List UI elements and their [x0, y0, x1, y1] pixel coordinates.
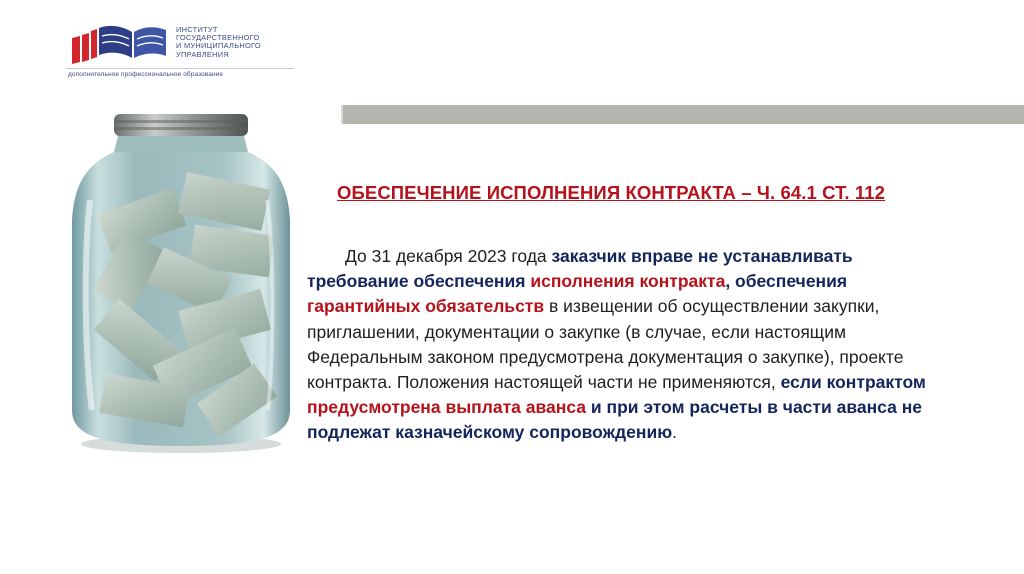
body-line: [307, 345, 1007, 370]
body-line: [307, 269, 1007, 294]
institute-logo: [66, 22, 306, 80]
text-run: в извещении об осуществлении закупки,: [544, 296, 880, 317]
text-run: Федеральным законом предусмотрена документация о закупке), проекте: [307, 346, 904, 367]
text-run: и при этом расчеты в части аванса не: [586, 397, 923, 418]
text-run: .: [672, 422, 678, 443]
text-run: контракта. Положения настоящей части не применяются,: [307, 372, 781, 393]
slide-title: ОБЕСПЕЧЕНИЕ ИСПОЛНЕНИЯ КОНТРАКТА – Ч. 64.1 СТ. 112: [337, 182, 886, 203]
text-run: приглашении, документации о закупке (в случае, если настоящим: [307, 321, 846, 342]
books-logo-icon: [66, 22, 174, 66]
logo-text: [176, 26, 296, 59]
logo-divider: [66, 68, 294, 69]
body-line: [307, 320, 1007, 345]
header-bar-cap: [330, 105, 343, 124]
text-run: исполнения контракта: [530, 271, 726, 292]
body-line: [307, 420, 1007, 445]
text-run: если контрактом: [780, 372, 926, 393]
body-line: [307, 244, 1007, 269]
logo-line: ГОСУДАРСТВЕННОГО: [176, 33, 260, 43]
text-run: подлежат казначейскому сопровождению: [307, 422, 673, 443]
text-run: гарантийных обязательств: [307, 296, 545, 317]
logo-subtitle: дополнительное профессиональное образование: [68, 71, 224, 78]
body-line: [307, 294, 1007, 319]
text-run: , обеспечения: [725, 271, 848, 292]
jar-with-banknotes-image: [62, 110, 300, 455]
text-run: До 31 декабря 2023 года: [345, 246, 552, 266]
body-line: [307, 395, 1007, 420]
text-run: предусмотрена выплата аванса: [307, 397, 587, 418]
logo-line: И МУНИЦИПАЛЬНОГО: [176, 41, 261, 51]
text-run: заказчик вправе не устанавливать: [551, 246, 853, 266]
text-run: требование обеспечения: [307, 271, 531, 292]
logo-line: УПРАВЛЕНИЯ: [176, 49, 229, 59]
header-bar: [343, 105, 1024, 124]
slide-body: [307, 244, 1007, 446]
logo-line: ИНСТИТУТ: [176, 25, 218, 34]
body-line: [307, 370, 1007, 395]
